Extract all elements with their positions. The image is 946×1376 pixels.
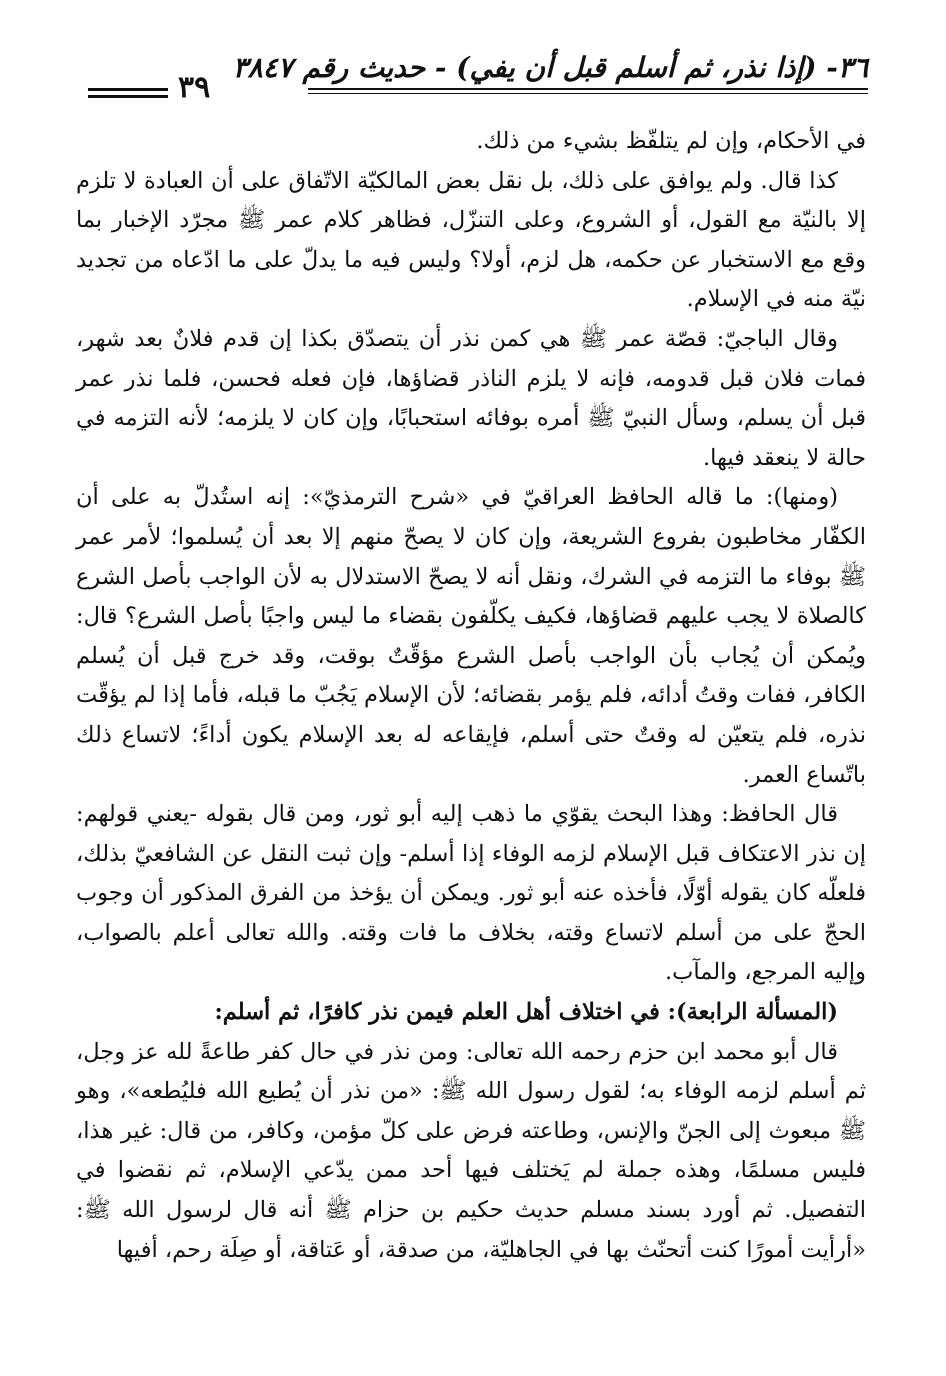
section-heading: (المسألة الرابعة): في اختلاف أهل العلم فيمن نذر كافرًا، ثم أسلم: bbox=[214, 999, 838, 1026]
paragraph: قال الحافظ: وهذا البحث يقوّي ما ذهب إليه أبو ثور، ومن قال بقوله -يعني قولهم: إن نذر الاعتكاف قبل الإسلام لزمه الوفاء إذا أسلم- وإن ثبت النقل عن الشافعيّ بذلك، فلعلّه كان يقوله أوّلًا، فأخذه عنه أبو ثور. ويمكن أن يؤخذ من الفرق المذكور أن وجوب الحجّ على من أسلم لاتساع وقته، بخلاف ما فات وقته. والله تعالى أعلم بالصواب، وإليه المرجع، والمآب. bbox=[76, 801, 866, 986]
header-rule bbox=[308, 88, 868, 90]
header-rule-thin bbox=[308, 93, 868, 94]
page-number: ٣٩ bbox=[178, 70, 211, 105]
paragraph: قال أبو محمد ابن حزم رحمه الله تعالى: ومن نذر في حال كفر طاعةً لله عز وجل، ثم أسلم لزمه الوفاء به؛ لقول رسول الله ﷺ: «من نذر أن يُطيع الله فليُطعه»، وهو ﷺ مبعوث إلى الجنّ والإنس، وطاعته فرض على كلّ مؤمن، وكافر، من قال: غير هذا، فليس مسلمًا، وهذه جملة لم يَختلف فيها أحد ممن يدّعي الإسلام، ثم نقضوا في التفصيل. ثم أورد بسند مسلم حديث حكيم بن حزام ﷺ أنه قال لرسول الله ﷺ: «أرأيت أمورًا كنت أتحنّث بها في الجاهليّة، من صدقة، أو عَتاقة، أو صِلَة رحم، أفيها bbox=[76, 1038, 866, 1263]
paragraph: وقال الباجيّ: قصّة عمر ﷺ هي كمن نذر أن يتصدّق بكذا إن قدم فلانٌ بعد شهر، فمات فلان قبل قدومه، فإنه لا يلزم الناذر قضاؤها، فإن فعله فحسن، فلما نذر عمر قبل أن يسلم، وسأل النبيّ ﷺ أمره بوفائه استحبابًا، وإن كان لا يلزمه؛ لأنه التزمه في حالة لا ينعقد فيها. bbox=[76, 325, 866, 471]
running-title: ٣٦- (إذا نذر، ثم أسلم قبل أن يفي) - حديث رقم ٣٨٤٧ bbox=[232, 51, 868, 84]
page-number-rule-lower bbox=[88, 95, 168, 98]
page-number-rule bbox=[88, 88, 168, 91]
paragraph: (ومنها): ما قاله الحافظ العراقيّ في «شرح الترمذيّ»: إنه استُدلّ به على أن الكفّار مخاطبون بفروع الشريعة، وإن كان لا يصحّ منهم إلا بعد أن يُسلموا؛ لأمر عمر ﷺ بوفاء ما التزمه في الشرك، ونقل أنه لا يصحّ الاستدلال به لأن الواجب بأصل الشرع كالصلاة لا يجب عليهم قضاؤها، فكيف يكلّفون بقضاء ما ليس واجبًا بأصل الشرع؟ قال: ويُمكن أن يُجاب بأن الواجب بأصل الشرع مؤقّتٌ بوقت، وقد خرج قبل أن يُسلم الكافر، ففات وقتُ أدائه، فلم يؤمر بقضائه؛ لأن الإسلام يَجُبّ ما قبله، فأما إذا لم يؤقّت نذره، فلم يتعيّن له وقتٌ حتى أسلم، فإيقاعه له بعد الإسلام يكون أداءً؛ لاتساع ذلك باتّساع العمر. bbox=[76, 484, 866, 788]
paragraph: كذا قال. ولم يوافق على ذلك، بل نقل بعض المالكيّة الاتّفاق على أن العبادة لا تلزم إلا بالنيّة مع القول، أو الشروع، وعلى التنزّل، فظاهر كلام عمر ﷺ مجرّد الإخبار بما وقع مع الاستخبار عن حكمه، هل لزم، أولا؟ وليس فيه ما يدلّ على ما ادّعاه من تجديد نيّة منه في الإسلام. bbox=[76, 167, 866, 313]
page-header bbox=[88, 48, 868, 104]
paragraph: في الأحكام، وإن لم يتلفّظ بشيء من ذلك. bbox=[476, 128, 866, 154]
body-text bbox=[76, 122, 866, 1270]
